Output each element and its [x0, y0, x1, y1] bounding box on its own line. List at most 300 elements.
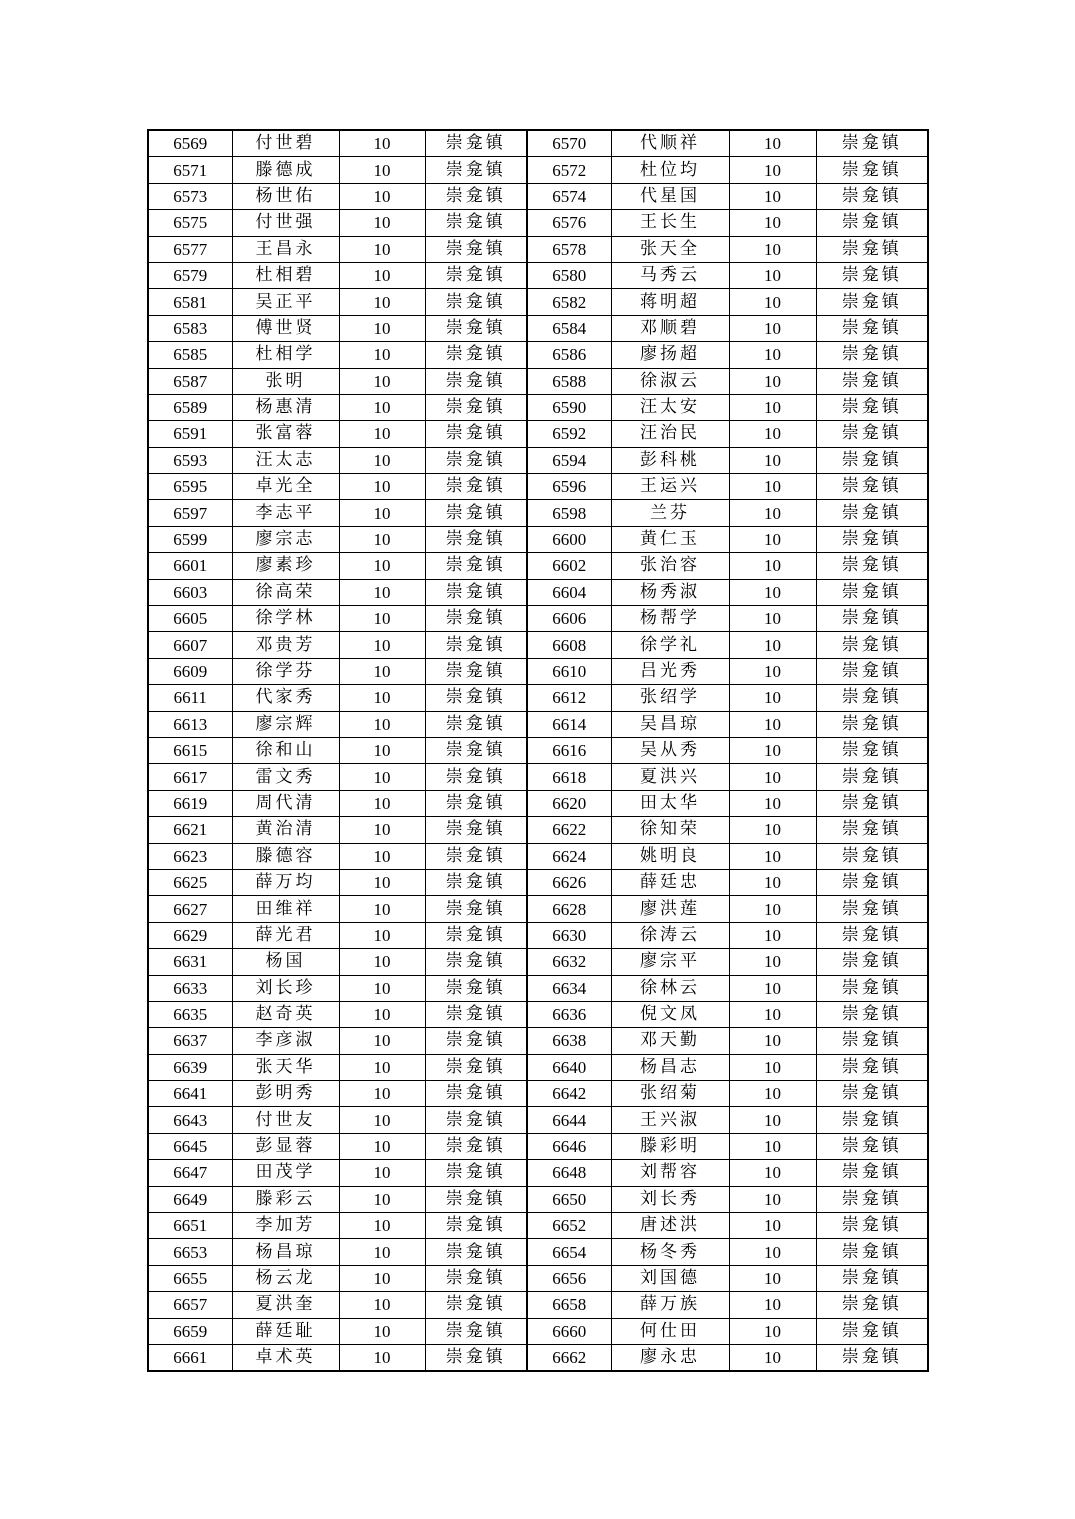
- table-row: [148, 210, 928, 236]
- cell-name-right: 王运兴: [611, 474, 729, 500]
- cell-id-right: 6618: [527, 764, 611, 790]
- cell-name-right: 夏洪兴: [611, 764, 729, 790]
- cell-id-right: 6570: [527, 130, 611, 157]
- cell-name-right: 张治容: [611, 553, 729, 579]
- cell-id-left: 6619: [148, 790, 232, 816]
- cell-amount-left: 10: [339, 315, 425, 341]
- cell-amount-right: 10: [729, 790, 816, 816]
- cell-town-right: 崇龛镇: [816, 1213, 928, 1239]
- cell-name-left: 夏洪奎: [232, 1292, 339, 1318]
- roster-table: [147, 129, 929, 1372]
- cell-town-left: 崇龛镇: [425, 210, 527, 236]
- cell-town-left: 崇龛镇: [425, 236, 527, 262]
- cell-id-left: 6575: [148, 210, 232, 236]
- table-row: [148, 1133, 928, 1159]
- cell-amount-right: 10: [729, 1028, 816, 1054]
- cell-town-left: 崇龛镇: [425, 843, 527, 869]
- cell-id-left: 6613: [148, 711, 232, 737]
- cell-amount-right: 10: [729, 1160, 816, 1186]
- cell-id-right: 6656: [527, 1265, 611, 1291]
- cell-id-left: 6611: [148, 685, 232, 711]
- cell-amount-left: 10: [339, 447, 425, 473]
- cell-name-left: 付世友: [232, 1107, 339, 1133]
- cell-amount-left: 10: [339, 210, 425, 236]
- cell-amount-left: 10: [339, 1213, 425, 1239]
- cell-id-left: 6657: [148, 1292, 232, 1318]
- table-row: [148, 632, 928, 658]
- cell-name-left: 薛万均: [232, 869, 339, 895]
- cell-id-right: 6644: [527, 1107, 611, 1133]
- cell-amount-left: 10: [339, 1081, 425, 1107]
- cell-name-left: 徐学林: [232, 606, 339, 632]
- cell-town-right: 崇龛镇: [816, 1318, 928, 1344]
- cell-town-right: 崇龛镇: [816, 157, 928, 183]
- cell-amount-left: 10: [339, 553, 425, 579]
- cell-town-right: 崇龛镇: [816, 421, 928, 447]
- cell-id-right: 6636: [527, 1001, 611, 1027]
- cell-name-left: 雷文秀: [232, 764, 339, 790]
- cell-amount-right: 10: [729, 1344, 816, 1371]
- cell-amount-right: 10: [729, 579, 816, 605]
- table-row: [148, 1239, 928, 1265]
- cell-id-left: 6599: [148, 526, 232, 552]
- cell-id-right: 6604: [527, 579, 611, 605]
- cell-town-left: 崇龛镇: [425, 1160, 527, 1186]
- cell-town-left: 崇龛镇: [425, 1081, 527, 1107]
- cell-id-right: 6612: [527, 685, 611, 711]
- cell-amount-left: 10: [339, 1160, 425, 1186]
- cell-name-right: 王兴淑: [611, 1107, 729, 1133]
- cell-id-right: 6576: [527, 210, 611, 236]
- cell-amount-right: 10: [729, 262, 816, 288]
- table-row: [148, 368, 928, 394]
- cell-name-right: 杨冬秀: [611, 1239, 729, 1265]
- cell-name-left: 彭显蓉: [232, 1133, 339, 1159]
- table-row: [148, 474, 928, 500]
- cell-town-right: 崇龛镇: [816, 236, 928, 262]
- cell-name-right: 何仕田: [611, 1318, 729, 1344]
- cell-id-left: 6629: [148, 922, 232, 948]
- cell-town-right: 崇龛镇: [816, 975, 928, 1001]
- cell-id-left: 6597: [148, 500, 232, 526]
- cell-amount-right: 10: [729, 685, 816, 711]
- cell-town-left: 崇龛镇: [425, 579, 527, 605]
- cell-id-right: 6648: [527, 1160, 611, 1186]
- cell-name-right: 滕彩明: [611, 1133, 729, 1159]
- cell-amount-right: 10: [729, 474, 816, 500]
- cell-id-right: 6642: [527, 1081, 611, 1107]
- cell-town-right: 崇龛镇: [816, 737, 928, 763]
- cell-town-right: 崇龛镇: [816, 1081, 928, 1107]
- cell-town-left: 崇龛镇: [425, 526, 527, 552]
- cell-id-left: 6587: [148, 368, 232, 394]
- cell-town-left: 崇龛镇: [425, 421, 527, 447]
- cell-name-right: 汪治民: [611, 421, 729, 447]
- cell-name-right: 张天全: [611, 236, 729, 262]
- cell-id-right: 6646: [527, 1133, 611, 1159]
- cell-amount-right: 10: [729, 289, 816, 315]
- cell-amount-left: 10: [339, 632, 425, 658]
- cell-amount-left: 10: [339, 737, 425, 763]
- cell-town-right: 崇龛镇: [816, 843, 928, 869]
- cell-name-left: 杨惠清: [232, 394, 339, 420]
- cell-amount-left: 10: [339, 368, 425, 394]
- cell-amount-left: 10: [339, 711, 425, 737]
- cell-id-left: 6641: [148, 1081, 232, 1107]
- cell-town-left: 崇龛镇: [425, 711, 527, 737]
- cell-id-right: 6620: [527, 790, 611, 816]
- cell-amount-left: 10: [339, 394, 425, 420]
- cell-town-left: 崇龛镇: [425, 447, 527, 473]
- cell-name-left: 徐高荣: [232, 579, 339, 605]
- cell-amount-right: 10: [729, 500, 816, 526]
- table-row: [148, 1001, 928, 1027]
- cell-id-right: 6588: [527, 368, 611, 394]
- table-row: [148, 1107, 928, 1133]
- cell-town-right: 崇龛镇: [816, 922, 928, 948]
- table-row: [148, 922, 928, 948]
- cell-amount-right: 10: [729, 1054, 816, 1080]
- cell-name-left: 徐和山: [232, 737, 339, 763]
- cell-amount-right: 10: [729, 1265, 816, 1291]
- cell-name-left: 杨国: [232, 949, 339, 975]
- cell-name-right: 徐淑云: [611, 368, 729, 394]
- cell-name-right: 杨秀淑: [611, 579, 729, 605]
- cell-name-right: 刘国德: [611, 1265, 729, 1291]
- cell-id-right: 6572: [527, 157, 611, 183]
- cell-town-left: 崇龛镇: [425, 922, 527, 948]
- cell-town-left: 崇龛镇: [425, 658, 527, 684]
- cell-id-right: 6590: [527, 394, 611, 420]
- cell-name-right: 徐林云: [611, 975, 729, 1001]
- cell-name-right: 杨帮学: [611, 606, 729, 632]
- cell-name-right: 蒋明超: [611, 289, 729, 315]
- cell-name-right: 彭科桃: [611, 447, 729, 473]
- cell-name-right: 吴昌琼: [611, 711, 729, 737]
- cell-amount-left: 10: [339, 949, 425, 975]
- cell-town-left: 崇龛镇: [425, 1292, 527, 1318]
- cell-amount-left: 10: [339, 1292, 425, 1318]
- table-row: [148, 1081, 928, 1107]
- cell-amount-left: 10: [339, 843, 425, 869]
- cell-amount-left: 10: [339, 183, 425, 209]
- cell-town-right: 崇龛镇: [816, 949, 928, 975]
- cell-name-left: 杜相学: [232, 342, 339, 368]
- cell-town-right: 崇龛镇: [816, 1186, 928, 1212]
- cell-id-left: 6645: [148, 1133, 232, 1159]
- cell-name-left: 滕德容: [232, 843, 339, 869]
- cell-name-right: 田太华: [611, 790, 729, 816]
- cell-id-right: 6606: [527, 606, 611, 632]
- cell-amount-left: 10: [339, 922, 425, 948]
- cell-amount-right: 10: [729, 922, 816, 948]
- cell-name-left: 田维祥: [232, 896, 339, 922]
- table-row: [148, 764, 928, 790]
- cell-town-left: 崇龛镇: [425, 368, 527, 394]
- cell-town-left: 崇龛镇: [425, 1344, 527, 1371]
- cell-name-right: 邓顺碧: [611, 315, 729, 341]
- table-row: [148, 157, 928, 183]
- table-row: [148, 262, 928, 288]
- cell-name-left: 代家秀: [232, 685, 339, 711]
- cell-amount-right: 10: [729, 1318, 816, 1344]
- cell-town-left: 崇龛镇: [425, 896, 527, 922]
- cell-amount-right: 10: [729, 764, 816, 790]
- cell-name-left: 李加芳: [232, 1213, 339, 1239]
- cell-name-right: 廖扬超: [611, 342, 729, 368]
- cell-amount-left: 10: [339, 342, 425, 368]
- cell-town-right: 崇龛镇: [816, 606, 928, 632]
- cell-town-right: 崇龛镇: [816, 368, 928, 394]
- cell-town-right: 崇龛镇: [816, 632, 928, 658]
- cell-town-left: 崇龛镇: [425, 130, 527, 157]
- cell-name-right: 廖永忠: [611, 1344, 729, 1371]
- table-row: [148, 843, 928, 869]
- cell-town-right: 崇龛镇: [816, 1160, 928, 1186]
- table-row: [148, 949, 928, 975]
- table-row: [148, 975, 928, 1001]
- cell-id-left: 6603: [148, 579, 232, 605]
- table-row: [148, 315, 928, 341]
- cell-id-left: 6625: [148, 869, 232, 895]
- cell-town-right: 崇龛镇: [816, 394, 928, 420]
- cell-id-right: 6630: [527, 922, 611, 948]
- cell-id-right: 6582: [527, 289, 611, 315]
- cell-id-right: 6662: [527, 1344, 611, 1371]
- cell-town-left: 崇龛镇: [425, 474, 527, 500]
- cell-amount-left: 10: [339, 658, 425, 684]
- cell-name-left: 邓贵芳: [232, 632, 339, 658]
- cell-amount-left: 10: [339, 130, 425, 157]
- cell-amount-right: 10: [729, 843, 816, 869]
- cell-id-right: 6628: [527, 896, 611, 922]
- cell-id-right: 6632: [527, 949, 611, 975]
- cell-name-right: 邓天勤: [611, 1028, 729, 1054]
- cell-amount-left: 10: [339, 1054, 425, 1080]
- cell-name-left: 李志平: [232, 500, 339, 526]
- cell-town-left: 崇龛镇: [425, 342, 527, 368]
- cell-amount-right: 10: [729, 130, 816, 157]
- cell-id-right: 6594: [527, 447, 611, 473]
- cell-town-right: 崇龛镇: [816, 130, 928, 157]
- cell-amount-right: 10: [729, 315, 816, 341]
- cell-name-left: 徐学芬: [232, 658, 339, 684]
- cell-name-right: 廖宗平: [611, 949, 729, 975]
- cell-amount-left: 10: [339, 896, 425, 922]
- cell-id-left: 6581: [148, 289, 232, 315]
- table-row: [148, 342, 928, 368]
- cell-amount-left: 10: [339, 289, 425, 315]
- cell-amount-right: 10: [729, 658, 816, 684]
- cell-name-right: 徐知荣: [611, 817, 729, 843]
- cell-amount-right: 10: [729, 368, 816, 394]
- cell-id-left: 6653: [148, 1239, 232, 1265]
- cell-amount-right: 10: [729, 711, 816, 737]
- cell-amount-right: 10: [729, 342, 816, 368]
- cell-id-left: 6651: [148, 1213, 232, 1239]
- cell-amount-right: 10: [729, 1186, 816, 1212]
- table-row: [148, 711, 928, 737]
- table-row: [148, 896, 928, 922]
- cell-id-left: 6593: [148, 447, 232, 473]
- cell-name-left: 周代清: [232, 790, 339, 816]
- cell-town-left: 崇龛镇: [425, 1186, 527, 1212]
- cell-amount-right: 10: [729, 817, 816, 843]
- cell-town-right: 崇龛镇: [816, 1292, 928, 1318]
- cell-id-left: 6631: [148, 949, 232, 975]
- cell-amount-left: 10: [339, 685, 425, 711]
- cell-id-right: 6616: [527, 737, 611, 763]
- cell-id-right: 6592: [527, 421, 611, 447]
- cell-name-left: 杨世佑: [232, 183, 339, 209]
- cell-name-left: 付世碧: [232, 130, 339, 157]
- cell-name-left: 彭明秀: [232, 1081, 339, 1107]
- cell-amount-right: 10: [729, 526, 816, 552]
- cell-name-right: 代星国: [611, 183, 729, 209]
- cell-id-left: 6637: [148, 1028, 232, 1054]
- cell-amount-left: 10: [339, 1133, 425, 1159]
- cell-name-right: 王长生: [611, 210, 729, 236]
- table-row: [148, 1292, 928, 1318]
- cell-id-right: 6634: [527, 975, 611, 1001]
- cell-id-right: 6624: [527, 843, 611, 869]
- cell-town-right: 崇龛镇: [816, 658, 928, 684]
- table-row: [148, 526, 928, 552]
- cell-amount-left: 10: [339, 1344, 425, 1371]
- cell-id-left: 6583: [148, 315, 232, 341]
- cell-name-right: 徐学礼: [611, 632, 729, 658]
- cell-amount-left: 10: [339, 262, 425, 288]
- cell-town-left: 崇龛镇: [425, 315, 527, 341]
- cell-name-right: 吴从秀: [611, 737, 729, 763]
- cell-amount-right: 10: [729, 949, 816, 975]
- cell-town-right: 崇龛镇: [816, 183, 928, 209]
- cell-name-left: 薛光君: [232, 922, 339, 948]
- cell-town-right: 崇龛镇: [816, 500, 928, 526]
- cell-name-left: 傅世贤: [232, 315, 339, 341]
- cell-town-left: 崇龛镇: [425, 790, 527, 816]
- cell-name-left: 汪太志: [232, 447, 339, 473]
- cell-town-right: 崇龛镇: [816, 685, 928, 711]
- cell-id-left: 6591: [148, 421, 232, 447]
- cell-town-left: 崇龛镇: [425, 1239, 527, 1265]
- cell-id-left: 6617: [148, 764, 232, 790]
- cell-town-left: 崇龛镇: [425, 975, 527, 1001]
- cell-town-left: 崇龛镇: [425, 949, 527, 975]
- cell-amount-left: 10: [339, 1239, 425, 1265]
- cell-amount-left: 10: [339, 1186, 425, 1212]
- cell-town-right: 崇龛镇: [816, 1265, 928, 1291]
- cell-name-left: 卓光全: [232, 474, 339, 500]
- cell-town-left: 崇龛镇: [425, 632, 527, 658]
- cell-id-left: 6601: [148, 553, 232, 579]
- cell-town-right: 崇龛镇: [816, 711, 928, 737]
- cell-name-left: 付世强: [232, 210, 339, 236]
- cell-name-left: 刘长珍: [232, 975, 339, 1001]
- cell-amount-left: 10: [339, 764, 425, 790]
- cell-amount-left: 10: [339, 790, 425, 816]
- cell-name-right: 张绍学: [611, 685, 729, 711]
- cell-amount-right: 10: [729, 236, 816, 262]
- cell-town-left: 崇龛镇: [425, 737, 527, 763]
- cell-name-right: 杜位均: [611, 157, 729, 183]
- cell-id-right: 6660: [527, 1318, 611, 1344]
- cell-name-right: 薛廷忠: [611, 869, 729, 895]
- cell-amount-left: 10: [339, 474, 425, 500]
- cell-name-right: 汪太安: [611, 394, 729, 420]
- cell-town-right: 崇龛镇: [816, 553, 928, 579]
- cell-name-right: 倪文凤: [611, 1001, 729, 1027]
- cell-id-left: 6577: [148, 236, 232, 262]
- cell-town-left: 崇龛镇: [425, 157, 527, 183]
- cell-name-right: 黄仁玉: [611, 526, 729, 552]
- cell-amount-right: 10: [729, 1081, 816, 1107]
- cell-amount-right: 10: [729, 737, 816, 763]
- cell-amount-right: 10: [729, 606, 816, 632]
- cell-town-right: 崇龛镇: [816, 342, 928, 368]
- cell-amount-right: 10: [729, 1213, 816, 1239]
- cell-id-right: 6640: [527, 1054, 611, 1080]
- cell-amount-right: 10: [729, 421, 816, 447]
- cell-town-left: 崇龛镇: [425, 1028, 527, 1054]
- cell-town-left: 崇龛镇: [425, 289, 527, 315]
- cell-amount-right: 10: [729, 1239, 816, 1265]
- cell-town-left: 崇龛镇: [425, 1054, 527, 1080]
- cell-amount-right: 10: [729, 1107, 816, 1133]
- table-row: [148, 421, 928, 447]
- cell-town-right: 崇龛镇: [816, 1028, 928, 1054]
- cell-amount-left: 10: [339, 1265, 425, 1291]
- cell-amount-right: 10: [729, 869, 816, 895]
- cell-town-left: 崇龛镇: [425, 869, 527, 895]
- cell-name-right: 马秀云: [611, 262, 729, 288]
- table-row: [148, 1054, 928, 1080]
- cell-name-left: 张明: [232, 368, 339, 394]
- cell-amount-left: 10: [339, 236, 425, 262]
- cell-amount-right: 10: [729, 632, 816, 658]
- cell-town-right: 崇龛镇: [816, 1054, 928, 1080]
- cell-id-left: 6621: [148, 817, 232, 843]
- cell-town-left: 崇龛镇: [425, 1318, 527, 1344]
- table-row: [148, 447, 928, 473]
- cell-name-left: 薛廷耻: [232, 1318, 339, 1344]
- cell-amount-left: 10: [339, 606, 425, 632]
- cell-amount-left: 10: [339, 975, 425, 1001]
- table-row: [148, 790, 928, 816]
- table-row: [148, 1186, 928, 1212]
- cell-name-right: 代顺祥: [611, 130, 729, 157]
- cell-id-left: 6585: [148, 342, 232, 368]
- table-row: [148, 1344, 928, 1371]
- cell-town-right: 崇龛镇: [816, 262, 928, 288]
- cell-id-right: 6586: [527, 342, 611, 368]
- cell-id-right: 6614: [527, 711, 611, 737]
- cell-name-left: 廖宗志: [232, 526, 339, 552]
- cell-id-left: 6647: [148, 1160, 232, 1186]
- cell-id-right: 6658: [527, 1292, 611, 1318]
- cell-id-left: 6595: [148, 474, 232, 500]
- cell-amount-left: 10: [339, 869, 425, 895]
- cell-name-right: 姚明良: [611, 843, 729, 869]
- cell-name-left: 李彦淑: [232, 1028, 339, 1054]
- cell-town-right: 崇龛镇: [816, 1001, 928, 1027]
- cell-name-left: 田茂学: [232, 1160, 339, 1186]
- cell-id-left: 6639: [148, 1054, 232, 1080]
- cell-name-right: 张绍菊: [611, 1081, 729, 1107]
- cell-id-right: 6600: [527, 526, 611, 552]
- cell-id-right: 6580: [527, 262, 611, 288]
- table-row: [148, 1265, 928, 1291]
